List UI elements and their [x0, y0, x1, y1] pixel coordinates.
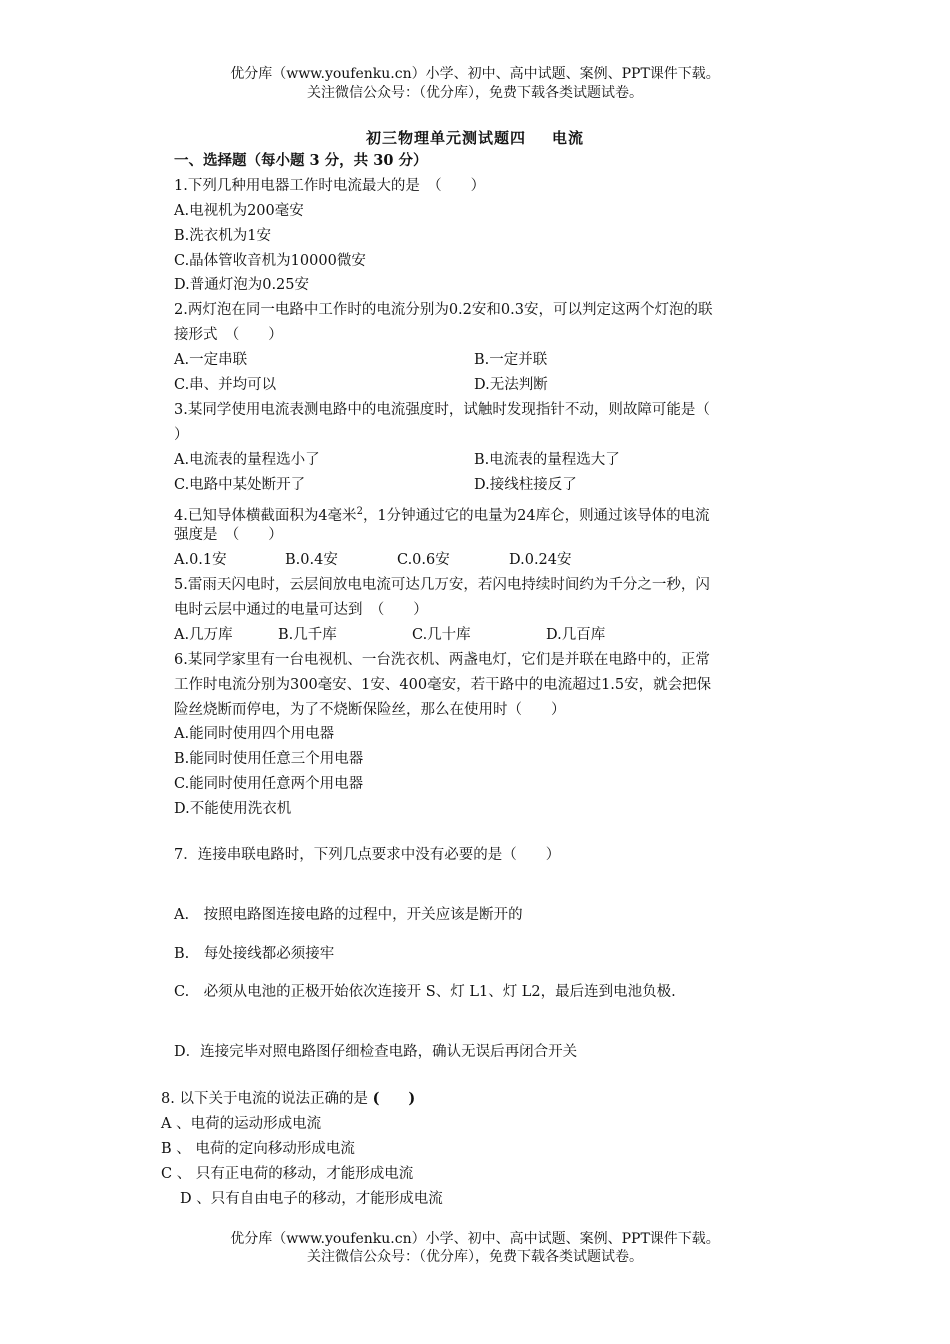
title-main: 初三物理单元测试题四: [365, 129, 526, 147]
q6-stem-line-2: 工作时电流分别为300毫安、1安、400毫安，若干路中的电流超过1.5安，就会把保: [174, 677, 712, 693]
q3-option-b: B.电流表的量程选大了: [474, 452, 620, 468]
q7-option-a: A. 按照电路图连接电路的过程中，开关应该是断开的: [174, 907, 523, 923]
q2-option-b: B.一定并联: [474, 352, 548, 368]
q2-option-a: A.一定串联: [174, 352, 248, 368]
q6-stem-line-3: 险丝烧断而停电，为了不烧断保险丝，那么在使用时（ ）: [174, 702, 566, 718]
q6-option-d: D.不能使用洗衣机: [174, 801, 292, 817]
q3-option-a: A.电流表的量程选小了: [174, 452, 320, 468]
q3-stem-line-1: 3.某同学使用电流表测电路中的电流强度时，试触时发现指针不动，则故障可能是（: [174, 402, 710, 418]
q5-option-a: A.几万库: [174, 627, 233, 643]
q1-option-d: D.普通灯泡为0.25安: [174, 277, 310, 293]
q4-option-c: C.0.6安: [397, 552, 450, 568]
page-title: [0, 127, 950, 148]
q2-stem-line-1: 2.两灯泡在同一电路中工作时的电流分别为0.2安和0.3安，可以判定这两个灯泡的联: [174, 302, 713, 318]
q8-option-c: C 、 只有正电荷的移动，才能形成电流: [161, 1166, 414, 1182]
q7-option-c: C. 必须从电池的正极开始依次连接开 S、灯 L1、灯 L2，最后连到电池负极.: [174, 984, 676, 1000]
q1-option-c: C.晶体管收音机为10000微安: [174, 253, 366, 269]
section-heading: 一、选择题（每小题 3 分，共 30 分）: [174, 152, 428, 169]
q7-option-b: B. 每处接线都必须接牢: [174, 946, 335, 962]
q3-option-d: D.接线柱接反了: [474, 477, 577, 493]
q2-stem-line-2: 接形式 （ ）: [174, 327, 283, 343]
q1-option-b: B.洗衣机为1安: [174, 228, 271, 244]
q3-option-c: C.电路中某处断开了: [174, 477, 306, 493]
q2-option-d: D.无法判断: [474, 377, 548, 393]
q8-stem-text: 8. 以下关于电流的说法正确的是: [161, 1091, 368, 1107]
q2-option-c: C.串、并均可以: [174, 377, 277, 393]
q8-stem: [161, 1087, 415, 1111]
q3-stem-line-2: ）: [174, 427, 189, 443]
footer-line-1: 优分库（www.youfenku.cn）小学、初中、高中试题、案例、PPT课件下载。: [230, 1231, 720, 1247]
q1-stem: 1.下列几种用电器工作时电流最大的是 （ ）: [174, 178, 486, 194]
title-sub: 电流: [552, 129, 585, 147]
q8-answer-paren: ( ): [372, 1090, 416, 1107]
q1-option-a: A.电视机为200毫安: [174, 203, 304, 219]
footer-line-2: 关注微信公众号：（优分库），免费下载各类试题试卷。: [307, 1249, 643, 1265]
q5-stem-line-1: 5.雷雨天闪电时，云层间放电电流可达几万安，若闪电持续时间约为千分之一秒，闪: [174, 577, 710, 593]
q6-option-a: A.能同时使用四个用电器: [174, 726, 335, 742]
q7-stem: 7．连接串联电路时，下列几点要求中没有必要的是（ ）: [174, 847, 561, 863]
q4-option-b: B.0.4安: [285, 552, 338, 568]
q5-option-d: D.几百库: [546, 627, 606, 643]
q5-option-c: C.几十库: [412, 627, 471, 643]
q6-option-b: B.能同时使用任意三个用电器: [174, 751, 364, 767]
q6-stem-line-1: 6.某同学家里有一台电视机、一台洗衣机、两盏电灯，它们是并联在电路中的，正常: [174, 652, 710, 668]
q4-stem-part-b: ，1分钟通过它的电量为24库仑，则通过该导体的电流: [362, 507, 710, 524]
q8-option-d: D 、只有自由电子的移动，才能形成电流: [180, 1191, 443, 1207]
header-line-1: 优分库（www.youfenku.cn）小学、初中、高中试题、案例、PPT课件下载。: [230, 66, 720, 82]
header-line-2: 关注微信公众号：（优分库），免费下载各类试题试卷。: [307, 85, 643, 101]
q6-option-c: C.能同时使用任意两个用电器: [174, 776, 364, 792]
q7-option-d: D．连接完毕对照电路图仔细检查电路，确认无误后再闭合开关: [174, 1044, 578, 1060]
q4-option-a: A.0.1安: [174, 552, 227, 568]
q4-stem-line-2: 强度是 （ ）: [174, 527, 283, 543]
q5-option-b: B.几千库: [278, 627, 337, 643]
q4-stem-part-a: 4.已知导体横截面积为4毫米: [174, 507, 357, 524]
q5-stem-line-2: 电时云层中通过的电量可达到 （ ）: [174, 602, 428, 618]
q8-option-b: B 、 电荷的定向移动形成电流: [161, 1141, 355, 1157]
q8-option-a: A 、电荷的运动形成电流: [161, 1116, 322, 1132]
q4-option-d: D.0.24安: [509, 552, 572, 568]
q4-superscript: 2: [356, 506, 363, 517]
